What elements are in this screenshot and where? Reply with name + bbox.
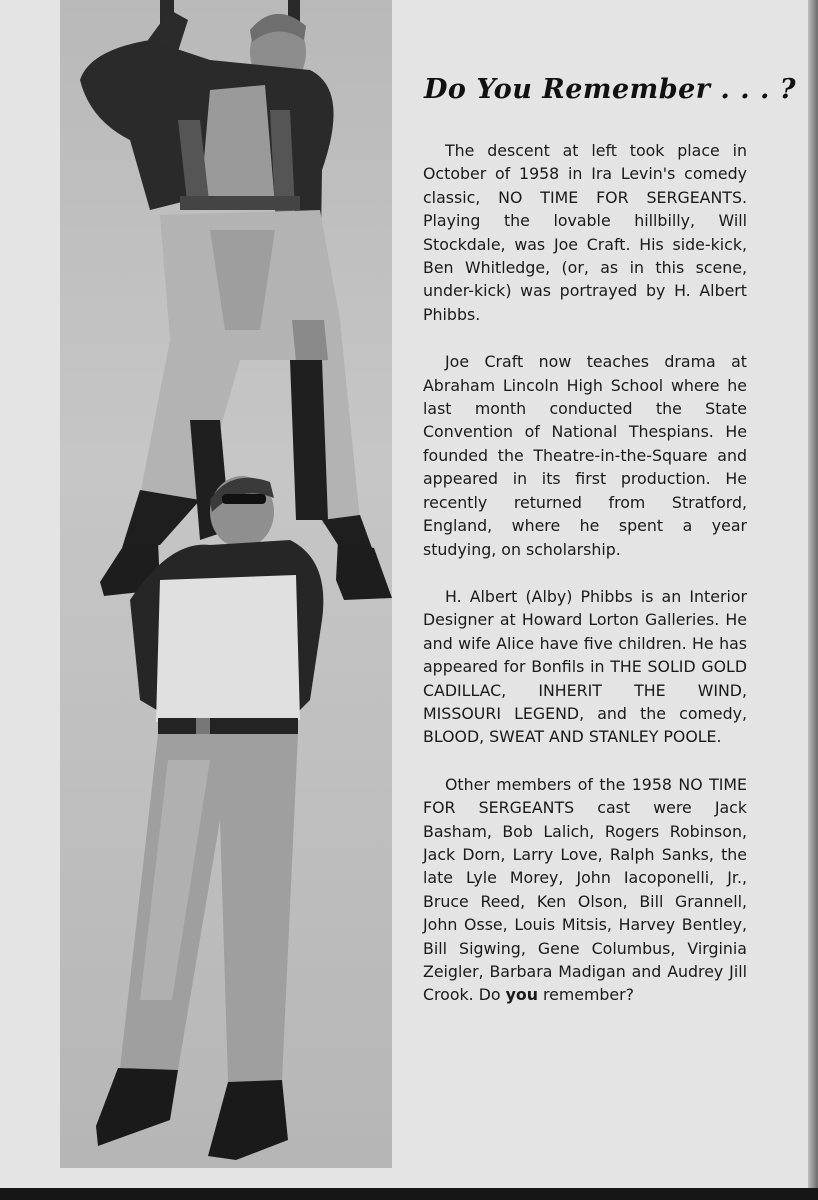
paragraph-descent: The descent at left took place in October of 1958 in Ira Levin's comedy classic, NO TIME FOR SERGEANTS. Playing the lovable hillbilly, Will Stockdale, was Joe Craft. His side-kick, Ben Whitledge, (or, as in this scene, under-kick) was portrayed by H. Albert Phibbs.: [423, 141, 747, 324]
emphasis-you: you: [505, 985, 538, 1005]
lower-figure-trousers: [120, 734, 298, 1082]
eyeglasses: [222, 494, 266, 504]
lower-figure-shirt: [156, 575, 300, 722]
page-bottom-edge: [0, 1188, 818, 1200]
paragraph-cast-members: [423, 773, 747, 1007]
lower-figure-right-shoe: [208, 1080, 288, 1160]
lower-figure-left-shoe: [96, 1068, 178, 1146]
paragraph-joe-craft: Joe Craft now teaches drama at Abraham Lincoln High School where he last month conducted the State Convention of National Thespians. He founded the Theatre-in-the-Square and appeared in its first production. He recently returned from Stratford, England, where he spent a year studying, on scholarship.: [423, 352, 747, 559]
belt: [158, 718, 298, 734]
page-edge-shadow: [808, 0, 818, 1200]
paragraph-albert-phibbs: H. Albert (Alby) Phibbs is an Interior Designer at Howard Lorton Galleries. He and wife Alice have five children. He has appeared for Bonfils in THE SOLID GOLD CADILLAC, INHERIT THE WIND, MISSOURI LEGEND, and the comedy, BLOOD, SWEAT AND STANLEY POOLE.: [423, 586, 747, 747]
upper-figure-right-boot: [336, 540, 392, 600]
cast-text: Other members of the 1958 NO TIME FOR SERGEANTS cast were Jack Basham, Bob Lalich, Rogers Robinson, Jack Dorn, Larry Love, Ralph Sanks, the late Lyle Morey, John Iacoponelli, Jr., Bruce Reed, Ken Olson, Bill Grannell, John Osse, Louis Mitsis, Harvey Bentley, Bill Sigwing, Gene Columbus, Virginia Zeigler, Barbara Madigan and Audrey Jill Crook. Do: [423, 774, 747, 1005]
photo-illustration: [60, 0, 392, 1168]
photo-descent-scene: [60, 0, 392, 1168]
headline: Do You Remember . . . ?: [424, 74, 797, 105]
closing-text: remember?: [537, 985, 634, 1005]
article-body: [423, 139, 747, 1031]
